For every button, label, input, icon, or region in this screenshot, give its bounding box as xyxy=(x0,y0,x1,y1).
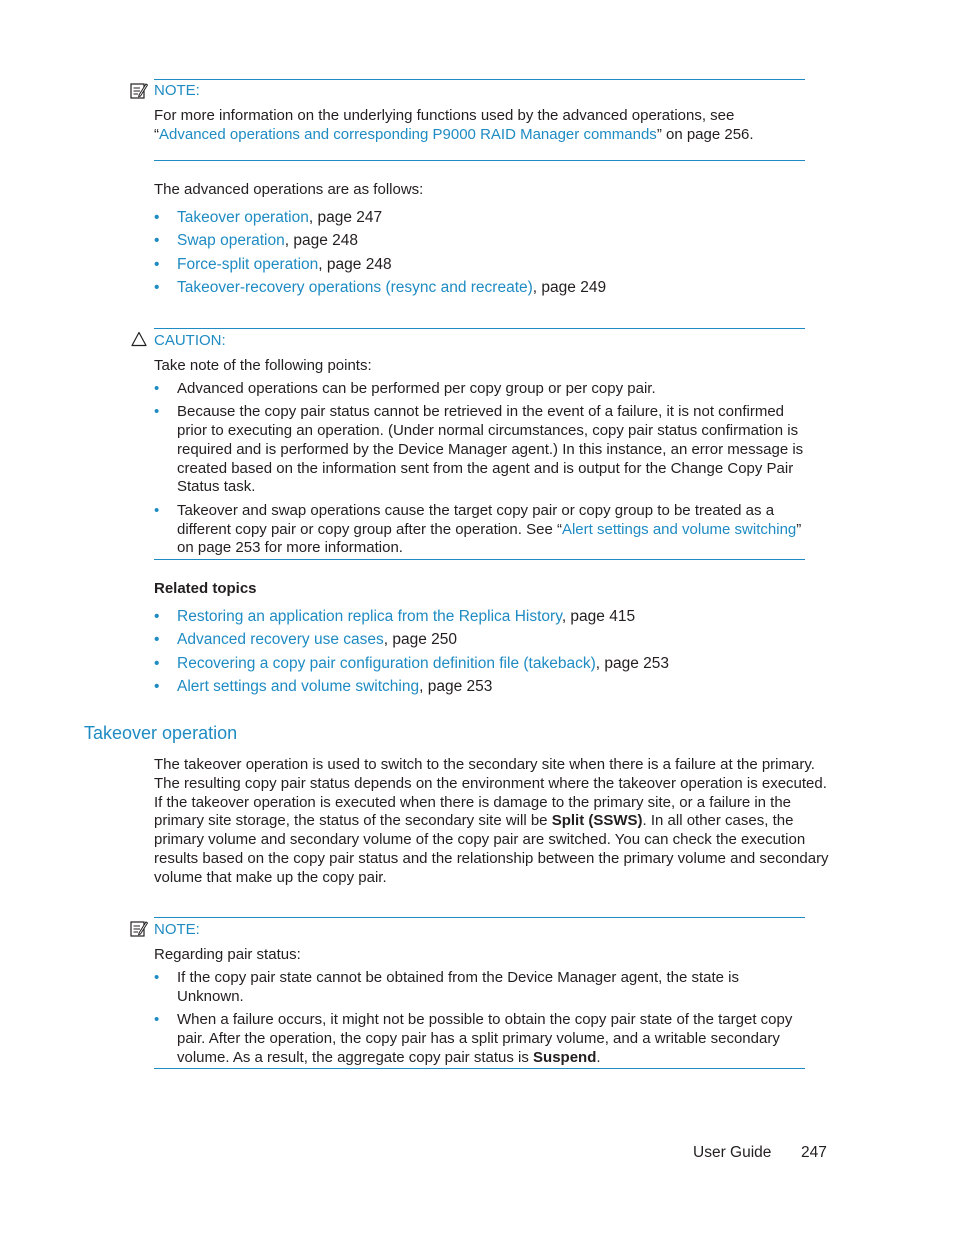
page-ref: , page 415 xyxy=(561,608,636,625)
caution-label: CAUTION: xyxy=(154,332,226,349)
note2-intro: Regarding pair status: xyxy=(154,946,301,963)
list-item xyxy=(154,209,606,228)
note-top-rule xyxy=(154,79,805,80)
link-force-split-operation[interactable]: Force-split operation xyxy=(177,255,319,273)
list-item: • Advanced operations can be performed per copy group or per copy pair. xyxy=(154,380,806,399)
note-text-after: ” on page 256. xyxy=(656,125,754,143)
list-item: • If the copy pair state cannot be obtained from the Device Manager agent, the state is Unknown. xyxy=(154,969,806,1007)
list-item xyxy=(154,279,606,298)
list-item xyxy=(154,655,669,674)
caution-icon xyxy=(131,331,147,347)
note2-top-rule xyxy=(154,917,805,918)
note2-label: NOTE: xyxy=(154,921,200,938)
status-suspend: Suspend xyxy=(533,1048,597,1066)
footer-page-number: 247 xyxy=(801,1144,827,1161)
related-topics-list xyxy=(154,608,669,702)
section-text-after: . In all other cases, the primary volume and secondary volume of the copy pair are switched. You can check the execution results based on the copy pair status and the relationship between the primary volume and secondary volume that make up the copy pair. xyxy=(154,812,829,886)
page-ref: , page 247 xyxy=(308,209,383,226)
section-paragraph xyxy=(154,756,830,888)
list-item: • Because the copy pair status cannot be retrieved in the event of a failure, it is not confirmed prior to executing an operation. (Under normal circumstances, copy pair status confirmation is required and is performed by the Device Manager agent.) In this instance, an error message is created based on the information sent from the agent and is output for the Change Copy Pair Status task. xyxy=(154,403,806,497)
note-label: NOTE: xyxy=(154,82,200,99)
page-ref: , page 249 xyxy=(532,279,607,297)
caution-item3-text: Takeover and swap operations cause the target copy pair or copy group to be treated as a different copy pair or copy group after the operation. See “ xyxy=(177,501,775,538)
caution-top-rule xyxy=(154,328,805,329)
page-ref: , page 248 xyxy=(284,232,358,250)
page-ref: , page 250 xyxy=(383,631,458,649)
footer-guide-label: User Guide xyxy=(693,1144,772,1161)
note-text xyxy=(154,107,804,145)
advanced-intro: The advanced operations are as follows: xyxy=(154,181,424,198)
advanced-operations-list xyxy=(154,209,606,303)
page-ref: , page 248 xyxy=(318,255,392,273)
list-item xyxy=(154,1011,806,1067)
note2-item2-after: . xyxy=(596,1048,601,1066)
note2-bottom-rule xyxy=(154,1068,805,1069)
link-advanced-recovery[interactable]: Advanced recovery use cases xyxy=(177,631,384,649)
caution-list xyxy=(154,380,806,563)
status-split-ssws: Split (SSWS) xyxy=(551,812,643,830)
link-recovering-copy-pair[interactable]: Recovering a copy pair configuration definition file (takeback) xyxy=(177,654,596,672)
note-bottom-rule xyxy=(154,160,805,161)
note2-list xyxy=(154,969,806,1072)
list-item xyxy=(154,608,669,627)
page-ref: , page 253 xyxy=(595,654,669,672)
link-takeover-operation[interactable]: Takeover operation xyxy=(177,209,309,226)
note-link[interactable]: Advanced operations and corresponding P9000 RAID Manager commands xyxy=(159,125,657,143)
note-icon xyxy=(130,82,148,100)
note2-item2-text: When a failure occurs, it might not be possible to obtain the copy pair state of the target copy pair. After the operation, the copy pair has a split primary volume, and a writable secondary volume. As a result, the aggregate copy pair status is xyxy=(177,1011,793,1066)
note-text-before: For more information on the underlying functions used by the advanced operations, see “ xyxy=(154,107,735,143)
list-item xyxy=(154,232,606,251)
link-alert-settings[interactable]: Alert settings and volume switching xyxy=(561,520,797,538)
list-item xyxy=(154,256,606,275)
caution-intro: Take note of the following points: xyxy=(154,357,372,374)
related-topics-title: Related topics xyxy=(154,580,257,597)
link-takeover-recovery[interactable]: Takeover-recovery operations (resync and recreate) xyxy=(177,279,533,297)
note-icon xyxy=(130,920,148,938)
link-restoring-replica[interactable]: Restoring an application replica from the Replica History xyxy=(177,608,562,625)
link-swap-operation[interactable]: Swap operation xyxy=(177,232,285,250)
page-ref: , page 253 xyxy=(419,678,493,696)
section-heading: Takeover operation xyxy=(84,723,238,743)
caution-bottom-rule xyxy=(154,559,805,560)
caution-item3-after: ” on page 253 for more information. xyxy=(177,520,802,557)
list-item xyxy=(154,678,669,697)
list-item xyxy=(154,631,669,650)
section-text: The takeover operation is used to switch to the secondary site when there is a failure at the primary. The resulting copy pair status depends on the environment where the takeover operation is executed. If the takeover operation is executed when there is damage to the primary site, or a failure in the primary site storage, the status of the secondary site will be xyxy=(154,756,827,830)
list-item xyxy=(154,502,806,558)
link-alert-settings-2[interactable]: Alert settings and volume switching xyxy=(177,678,420,696)
